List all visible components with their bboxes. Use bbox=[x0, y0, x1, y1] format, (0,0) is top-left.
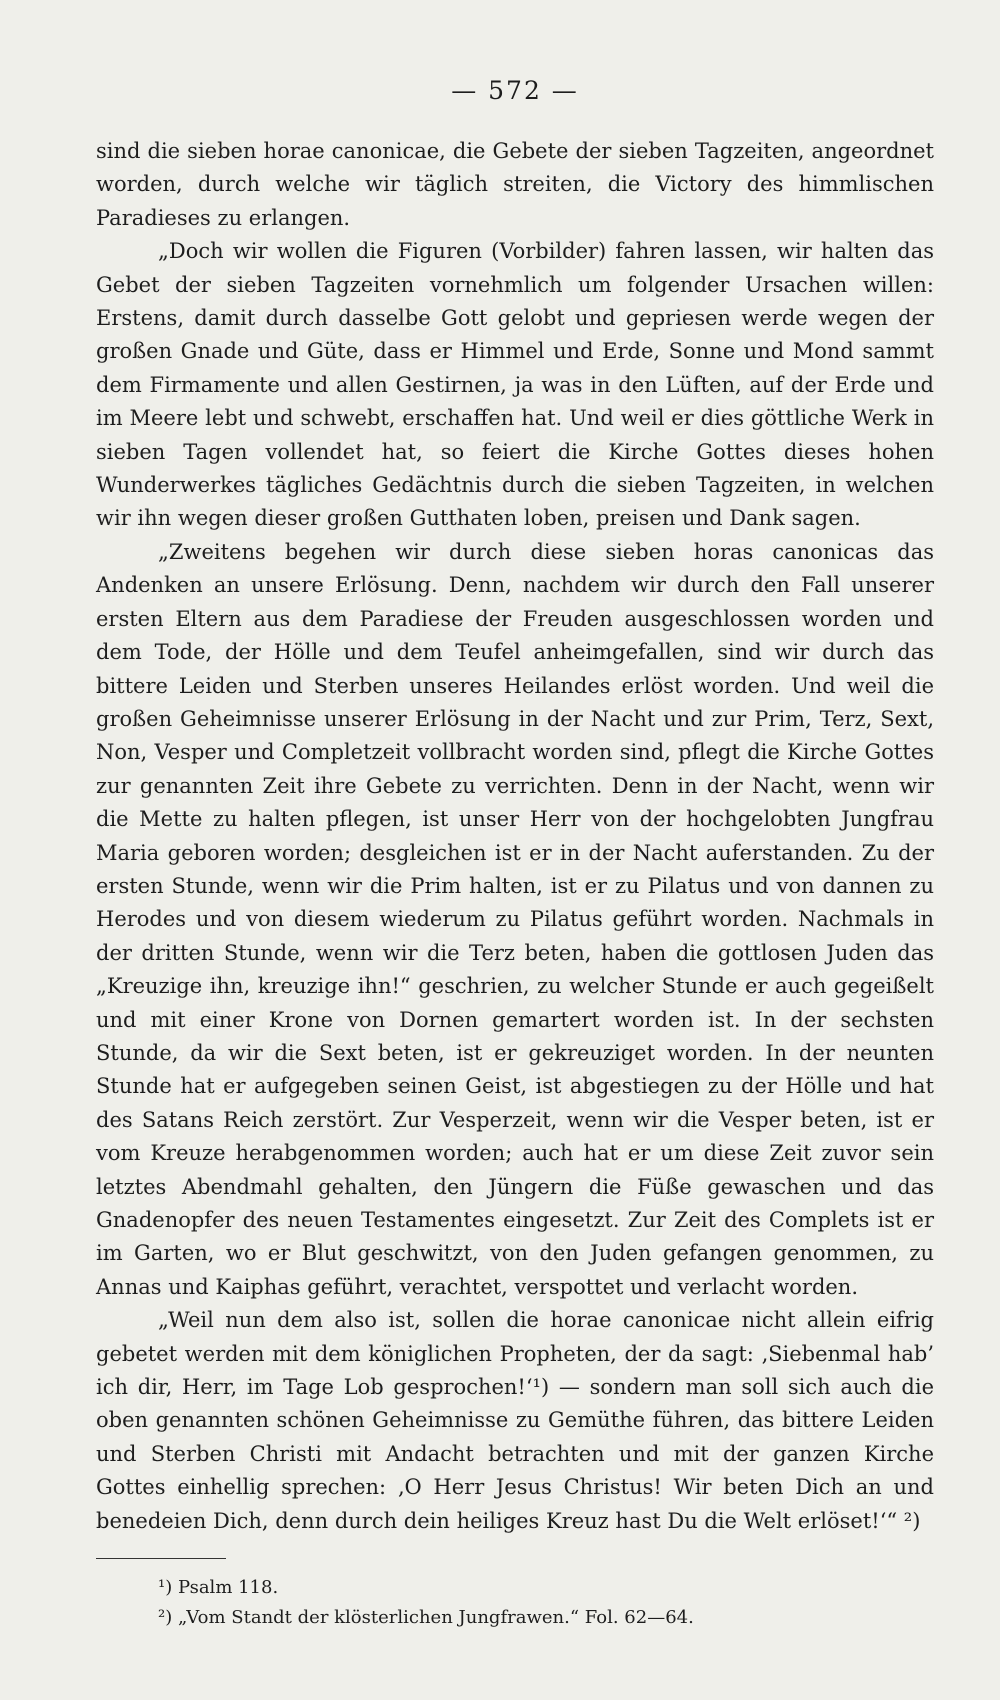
paragraph-3: „Zweitens begehen wir durch diese sieben horas canonicas das Andenken an unsere Erlösung. Denn, nachdem wir durch den Fall unserer ersten Eltern aus dem Paradiese der Freuden ausgeschlossen worden und dem Tode, der Hölle und dem Teufel anheimgefallen, sind wir durch das bittere Leiden und Sterben unseres Heilandes erlöst worden. Und weil die großen Geheimnisse unserer Erlösung in der Nacht und zur Prim, Terz, Sext, Non, Vesper und Completzeit vollbracht worden sind, pflegt die Kirche Gottes zur genannten Zeit ihre Gebete zu verrichten. Denn in der Nacht, wenn wir die Mette zu halten pflegen, ist unser Herr von der hochgelobten Jungfrau Maria geboren worden; desgleichen ist er in der Nacht auferstanden. Zu der ersten Stunde, wenn wir die Prim halten, ist er zu Pilatus und von dannen zu Herodes und von diesem wiederum zu Pilatus geführt worden. Nachmals in der dritten Stunde, wenn wir die Terz beten, haben die gottlosen Juden das „Kreuzige ihn, kreuzige ihn!“ geschrien, zu welcher Stunde er auch gegeißelt und mit einer Krone von Dornen gemartert worden ist. In der sechsten Stunde, da wir die Sext beten, ist er gekreuziget worden. In der neunten Stunde hat er aufgegeben seinen Geist, ist abgestiegen zu der Hölle und hat des Satans Reich zerstört. Zur Vesperzeit, wenn wir die Vesper beten, ist er vom Kreuze herabgenommen worden; auch hat er um diese Zeit zuvor sein letztes Abendmahl gehalten, den Jüngern die Füße gewaschen und das Gnadenopfer des neuen Testamentes eingesetzt. Zur Zeit des Complets ist er im Garten, wo er Blut geschwitzt, von den Juden gefangen genommen, zu Annas und Kaiphas geführt, verachtet, verspottet und verlacht worden. bbox=[96, 539, 934, 1299]
footnote-2: ²) „Vom Standt der klösterlichen Jungfrawen.“ Fol. 62—64. bbox=[158, 1607, 694, 1629]
paragraph-4: „Weil nun dem also ist, sollen die horae canonicae nicht allein eifrig gebetet werden mit dem königlichen Propheten, der da sagt: ‚Siebenmal hab’ ich dir, Herr, im Tage Lob gesprochen!‘¹) — sondern man soll sich auch die oben genannten schönen Geheimnisse zu Gemüthe führen, das bittere Leiden und Sterben Christi mit Andacht betrachten und mit der ganzen Kirche Gottes einhellig sprechen: ‚O Herr Jesus Christus! Wir beten Dich an und benedeien Dich, denn durch dein heiliges Kreuz hast Du die Welt erlöset!‘“ ²) bbox=[96, 1308, 934, 1533]
page-number: — 572 — bbox=[451, 76, 579, 105]
footnotes bbox=[96, 1573, 934, 1633]
footnote-divider bbox=[96, 1558, 226, 1559]
footnote-1: ¹) Psalm 118. bbox=[158, 1577, 279, 1599]
body-text bbox=[96, 135, 934, 1538]
paragraph-1: sind die sieben horae canonicae, die Gebete der sieben Tagzeiten, angeordnet worden, durch welche wir täglich streiten, die Victory des himmlischen Paradieses zu erlangen. bbox=[96, 139, 934, 230]
paragraph-2: „Doch wir wollen die Figuren (Vorbilder) fahren lassen, wir halten das Gebet der sieben Tagzeiten vornehmlich um folgender Ursachen willen: Erstens, damit durch dasselbe Gott gelobt und gepriesen werde wegen der großen Gnade und Güte, dass er Himmel und Erde, Sonne und Mond sammt dem Firmamente und allen Gestirnen, ja was in den Lüften, auf der Erde und im Meere lebt und schwebt, erschaffen hat. Und weil er dies göttliche Werk in sieben Tagen vollendet hat, so feiert die Kirche Gottes dieses hohen Wunderwerkes tägliches Gedächtnis durch die sieben Tagzeiten, in welchen wir ihn wegen dieser großen Gutthaten loben, preisen und Dank sagen. bbox=[96, 239, 934, 531]
